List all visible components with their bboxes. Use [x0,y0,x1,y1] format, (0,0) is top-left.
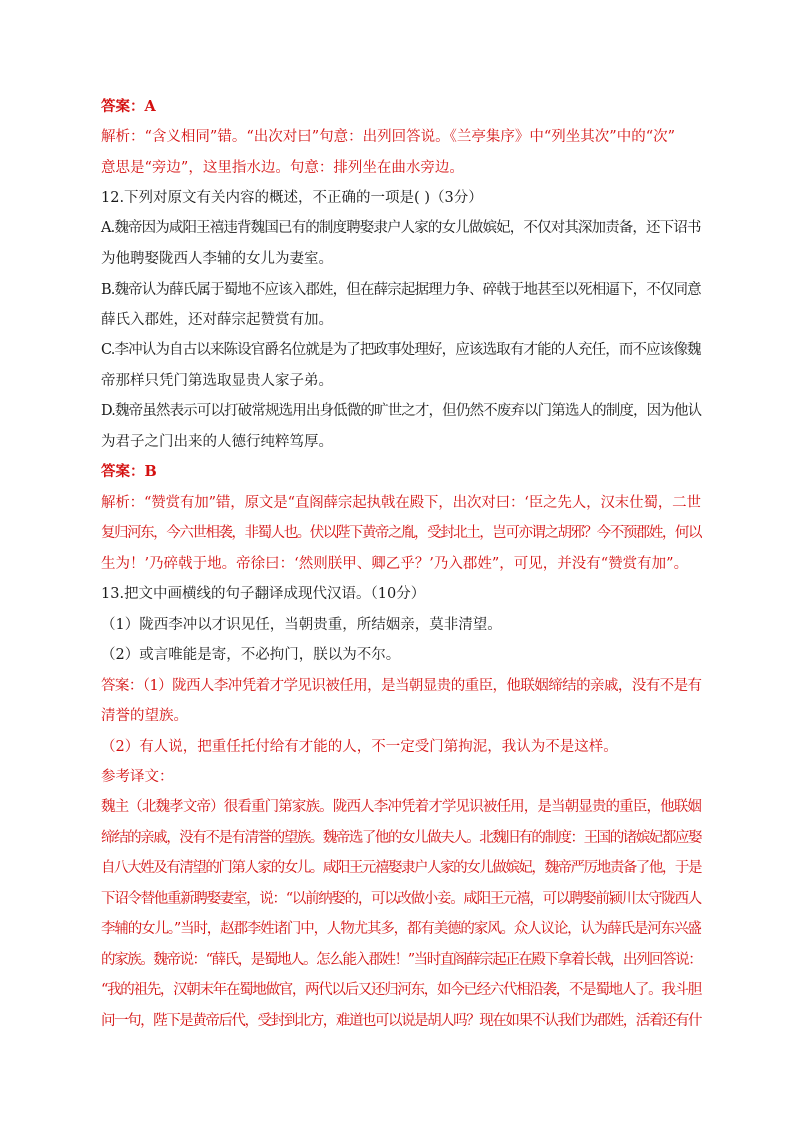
answer-13-line-2: 清誉的望族。 [101,708,188,724]
translation-line-7: “我的祖先，汉朝末年在蜀地做官，两代以后又还归河东，如今已经六代相沿袭，不是蜀地人了。我斗胆 [101,982,701,998]
analysis-12-line-3: 生为！’乃碎戟于地。帝徐曰：‘然则朕甲、卿乙乎？’乃入郡姓”，可见，并没有“赞赏有加”。 [101,556,689,572]
option-c-line-1: C.李冲认为自古以来陈设官爵名位就是为了把政事处理好，应该选取有才能的人充任，而不应该像魏 [101,342,701,358]
analysis-12-line-2: 复归河东，今六世相袭，非蜀人也。伏以陛下黄帝之胤，受封北土，岂可亦谓之胡邪？今不预郡姓，何以 [101,525,701,541]
translation-line-1: 魏主（北魏孝文帝）很看重门第家族。陇西人李冲凭着才学见识被任用，是当朝显贵的重臣，他联姻 [101,799,701,815]
option-b-line-2: 薛氏入郡姓，还对薛宗起赞赏有加。 [101,312,333,328]
question-12: 12.下列对原文有关内容的概述，不正确的一项是( )（3分） [101,190,483,206]
answer-11: 答案：A [101,98,156,115]
option-a-line-1: A.魏帝因为咸阳王禧违背魏国已有的制度聘娶隶户人家的女儿做嫔妃，不仅对其深加责备，还下诏书 [101,220,701,236]
option-a-line-2: 为他聘娶陇西人李辅的女儿为妻室。 [101,251,333,267]
translation-line-3: 自八大姓及有清望的门第人家的女儿。咸阳王元禧娶隶户人家的女儿做嫔妃，魏帝严厉地责备了他，于是 [101,860,701,876]
translation-line-2: 缔结的亲戚，没有不是有清誉的望族。魏帝选了他的女儿做夫人。北魏旧有的制度：王国的诸嫔妃都应娶 [101,830,701,846]
translation-line-6: 的家族。魏帝说：“薛氏，是蜀地人。怎么能入郡姓！”当时直阁薛宗起正在殿下拿着长戟，出列回答说： [101,952,702,968]
option-b-line-1: B.魏帝认为薛氏属于蜀地不应该入郡姓，但在薛宗起据理力争、碎戟于地甚至以死相逼下，不仅同意 [101,282,701,298]
translation-line-8: 问一句，陛下是黄帝后代，受封到北方，难道也可以说是胡人吗？现在如果不认我们为郡姓，活着还有什 [101,1013,701,1029]
question-13-item-1: （1）陇西李冲以才识见任，当朝贵重，所结姻亲，莫非清望。 [101,617,502,633]
analysis-11-line-2: 意思是“旁边”，这里指水边。句意：排列坐在曲水旁边。 [101,160,464,176]
translation-heading: 参考译文： [101,769,174,785]
option-d-line-1: D.魏帝虽然表示可以打破常规选用出身低微的旷世之才，但仍然不废弃以门第选人的制度，因为他认 [101,403,702,419]
question-13-item-2: （2）或言唯能是寄，不必拘门，朕以为不尔。 [101,647,401,663]
answer-13-line-3: （2）有人说，把重任托付给有才能的人，不一定受门第拘泥，我认为不是这样。 [101,739,618,755]
analysis-12-line-1: 解析：“赞赏有加”错，原文是“直阁薛宗起执戟在殿下，出次对曰：‘臣之先人，汉末仕蜀，二世 [101,495,701,511]
option-d-line-2: 为君子之门出来的人德行纯粹笃厚。 [101,434,333,450]
question-13: 13.把文中画横线的句子翻译成现代汉语。（10分） [101,586,426,602]
answer-13-line-1: 答案：（1）陇西人李冲凭着才学见识被任用，是当朝显贵的重臣，他联姻缔结的亲戚，没有不是有 [101,678,702,694]
answer-12: 答案：B [101,463,157,480]
translation-line-5: 李辅的女儿。”当时，赵郡李姓诸门中，人物尤其多，都有美德的家风。众人议论，认为薛氏是河东兴盛 [101,921,701,937]
option-c-line-2: 帝那样只凭门第选取显贵人家子弟。 [101,373,333,389]
translation-line-4: 下诏令替他重新聘娶妻室，说：“以前纳娶的，可以改做小妾。咸阳王元禧，可以聘娶前颍川太守陇西人 [101,891,701,907]
analysis-11-line-1: 解析：“含义相同”错。“出次对曰”句意：出列回答说。《兰亭集序》中“列坐其次”中的“次” [101,129,676,145]
